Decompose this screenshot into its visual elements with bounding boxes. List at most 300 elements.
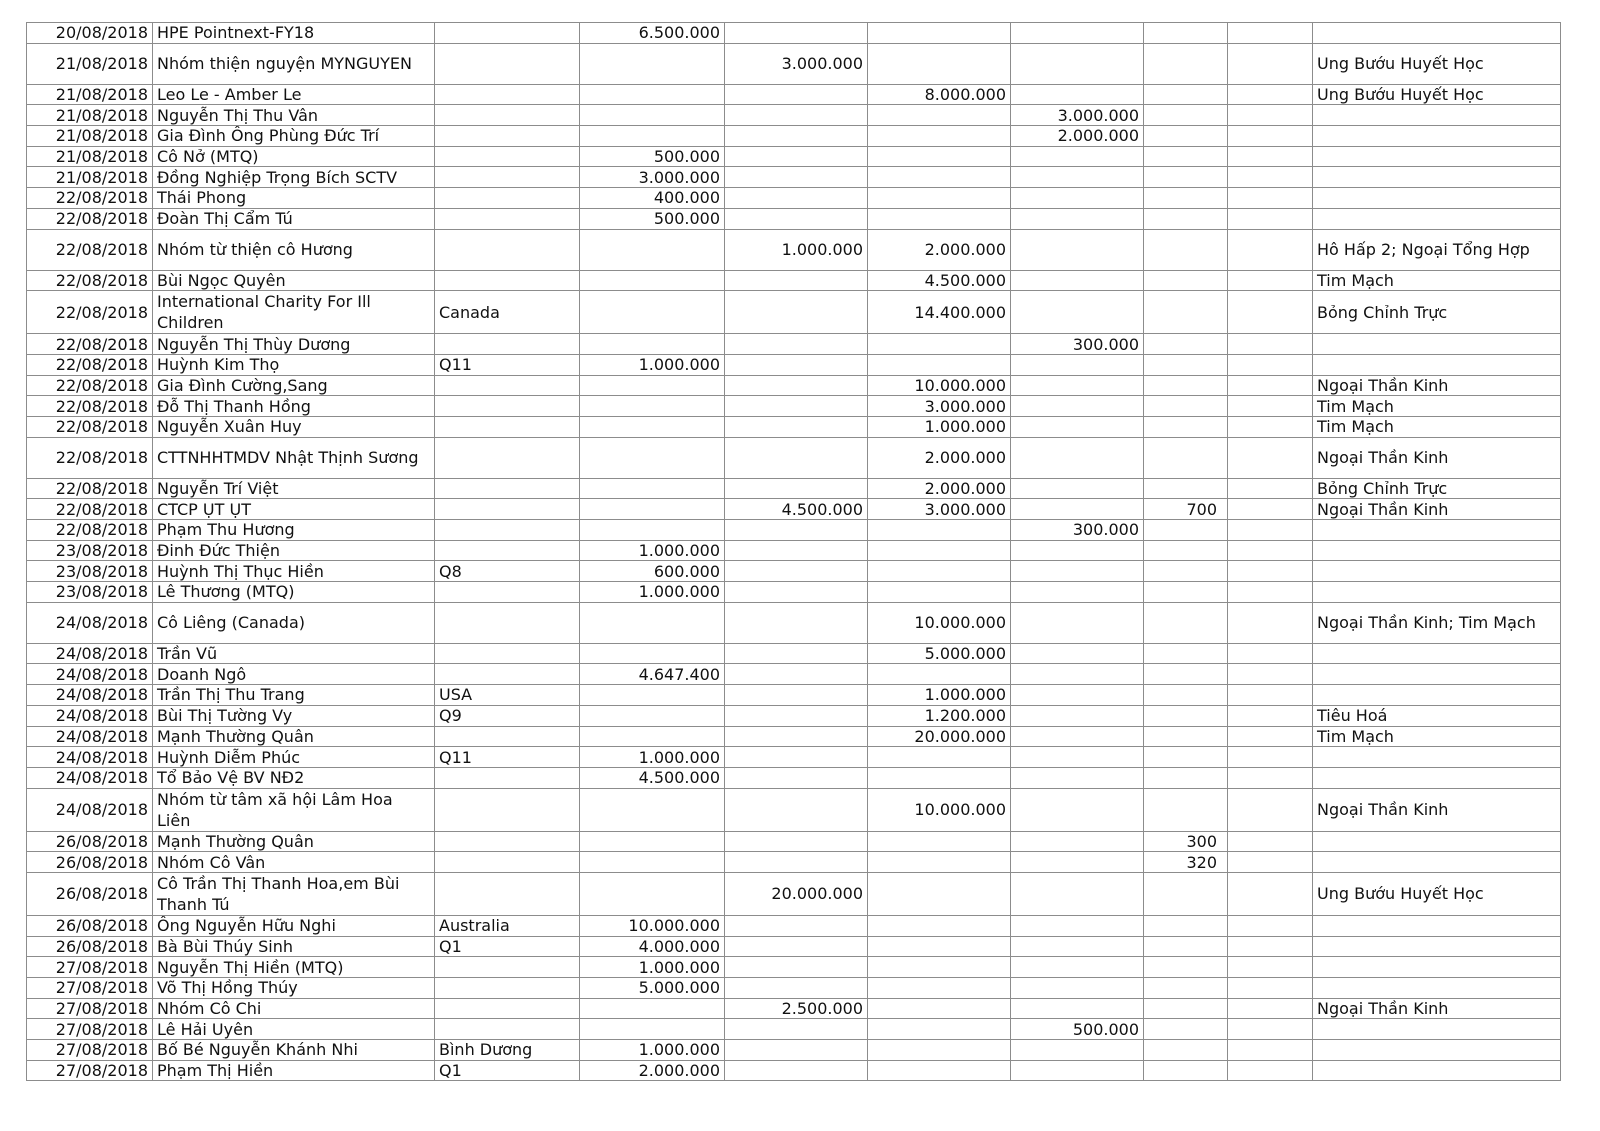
table-row bbox=[27, 936, 1561, 957]
amount-col-5-cell: 700 bbox=[1144, 499, 1228, 520]
table-row bbox=[27, 582, 1561, 603]
department-cell bbox=[1313, 208, 1561, 229]
amount-col-3-cell: 3.000.000 bbox=[868, 499, 1011, 520]
amount-col-1-cell bbox=[580, 998, 725, 1019]
amount-col-3-cell: 3.000.000 bbox=[868, 396, 1011, 417]
date-cell: 22/08/2018 bbox=[27, 334, 153, 355]
table-row bbox=[27, 354, 1561, 375]
donor-name-cell: Nhóm thiện nguyện MYNGUYEN bbox=[153, 43, 435, 84]
amount-col-1-cell bbox=[580, 126, 725, 147]
table-row bbox=[27, 788, 1561, 831]
department-cell bbox=[1313, 540, 1561, 561]
amount-col-3-cell: 4.500.000 bbox=[868, 270, 1011, 291]
table-row bbox=[27, 726, 1561, 747]
amount-col-4-cell bbox=[1011, 416, 1144, 437]
amount-col-1-cell: 3.000.000 bbox=[580, 167, 725, 188]
date-cell: 24/08/2018 bbox=[27, 685, 153, 706]
amount-col-4-cell bbox=[1011, 84, 1144, 105]
amount-col-1-cell: 4.500.000 bbox=[580, 767, 725, 788]
amount-col-5-cell bbox=[1144, 520, 1228, 541]
table-row bbox=[27, 84, 1561, 105]
amount-col-1-cell bbox=[580, 520, 725, 541]
amount-col-3-cell: 1.000.000 bbox=[868, 685, 1011, 706]
location-cell: Canada bbox=[435, 291, 580, 334]
amount-col-5-cell bbox=[1144, 540, 1228, 561]
amount-col-4-cell bbox=[1011, 726, 1144, 747]
amount-col-2-cell bbox=[725, 105, 868, 126]
donor-name-cell: Mạnh Thường Quân bbox=[153, 726, 435, 747]
amount-col-1-cell: 500.000 bbox=[580, 208, 725, 229]
location-cell bbox=[435, 270, 580, 291]
table-row bbox=[27, 188, 1561, 209]
donor-name-cell: CTCP ỤT ỤT bbox=[153, 499, 435, 520]
amount-col-3-cell bbox=[868, 208, 1011, 229]
location-cell bbox=[435, 998, 580, 1019]
amount-col-6-cell bbox=[1228, 478, 1313, 499]
amount-col-1-cell: 600.000 bbox=[580, 561, 725, 582]
donor-name-cell: Nguyễn Xuân Huy bbox=[153, 416, 435, 437]
table-row bbox=[27, 478, 1561, 499]
table-row bbox=[27, 270, 1561, 291]
date-cell: 27/08/2018 bbox=[27, 1040, 153, 1061]
date-cell: 24/08/2018 bbox=[27, 788, 153, 831]
location-cell bbox=[435, 126, 580, 147]
donor-name-cell: Đoàn Thị Cẩm Tú bbox=[153, 208, 435, 229]
donor-name-cell: HPE Pointnext-FY18 bbox=[153, 23, 435, 44]
amount-col-4-cell: 500.000 bbox=[1011, 1019, 1144, 1040]
department-cell: Ung Bướu Huyết Học bbox=[1313, 872, 1561, 915]
table-row bbox=[27, 747, 1561, 768]
amount-col-2-cell bbox=[725, 1019, 868, 1040]
donor-name-cell: Đồng Nghiệp Trọng Bích SCTV bbox=[153, 167, 435, 188]
donor-name-cell: Nhóm Cô Chi bbox=[153, 998, 435, 1019]
amount-col-2-cell: 2.500.000 bbox=[725, 998, 868, 1019]
amount-col-2-cell bbox=[725, 334, 868, 355]
donor-name-cell: Đinh Đức Thiện bbox=[153, 540, 435, 561]
date-cell: 22/08/2018 bbox=[27, 188, 153, 209]
amount-col-6-cell bbox=[1228, 499, 1313, 520]
amount-col-4-cell bbox=[1011, 229, 1144, 270]
date-cell: 23/08/2018 bbox=[27, 540, 153, 561]
amount-col-1-cell bbox=[580, 291, 725, 334]
amount-col-4-cell bbox=[1011, 499, 1144, 520]
amount-col-2-cell bbox=[725, 478, 868, 499]
amount-col-2-cell bbox=[725, 852, 868, 873]
donor-name-cell: Huỳnh Kim Thọ bbox=[153, 354, 435, 375]
location-cell: Q1 bbox=[435, 1060, 580, 1081]
department-cell bbox=[1313, 664, 1561, 685]
amount-col-1-cell bbox=[580, 872, 725, 915]
amount-col-2-cell bbox=[725, 602, 868, 643]
amount-col-4-cell bbox=[1011, 146, 1144, 167]
location-cell: USA bbox=[435, 685, 580, 706]
amount-col-1-cell bbox=[580, 105, 725, 126]
donor-name-cell: Nguyễn Trí Việt bbox=[153, 478, 435, 499]
amount-col-3-cell bbox=[868, 561, 1011, 582]
amount-col-2-cell bbox=[725, 520, 868, 541]
amount-col-1-cell bbox=[580, 831, 725, 852]
date-cell: 24/08/2018 bbox=[27, 602, 153, 643]
department-cell: Ngoại Thần Kinh bbox=[1313, 375, 1561, 396]
amount-col-5-cell bbox=[1144, 582, 1228, 603]
amount-col-3-cell bbox=[868, 520, 1011, 541]
amount-col-3-cell: 10.000.000 bbox=[868, 375, 1011, 396]
amount-col-6-cell bbox=[1228, 726, 1313, 747]
amount-col-4-cell bbox=[1011, 767, 1144, 788]
table-row bbox=[27, 1019, 1561, 1040]
amount-col-4-cell bbox=[1011, 478, 1144, 499]
amount-col-1-cell: 400.000 bbox=[580, 188, 725, 209]
location-cell bbox=[435, 788, 580, 831]
donor-name-cell: Nguyễn Thị Thùy Dương bbox=[153, 334, 435, 355]
location-cell: Q9 bbox=[435, 705, 580, 726]
amount-col-5-cell bbox=[1144, 146, 1228, 167]
department-cell: Ngoại Thần Kinh bbox=[1313, 499, 1561, 520]
amount-col-6-cell bbox=[1228, 375, 1313, 396]
amount-col-6-cell bbox=[1228, 437, 1313, 478]
amount-col-5-cell bbox=[1144, 334, 1228, 355]
amount-col-4-cell bbox=[1011, 852, 1144, 873]
location-cell bbox=[435, 978, 580, 999]
amount-col-5-cell bbox=[1144, 957, 1228, 978]
location-cell bbox=[435, 437, 580, 478]
amount-col-4-cell bbox=[1011, 1060, 1144, 1081]
amount-col-4-cell bbox=[1011, 188, 1144, 209]
department-cell bbox=[1313, 126, 1561, 147]
amount-col-6-cell bbox=[1228, 872, 1313, 915]
amount-col-4-cell bbox=[1011, 270, 1144, 291]
department-cell bbox=[1313, 354, 1561, 375]
location-cell bbox=[435, 540, 580, 561]
amount-col-2-cell: 20.000.000 bbox=[725, 872, 868, 915]
amount-col-5-cell bbox=[1144, 478, 1228, 499]
amount-col-2-cell bbox=[725, 1060, 868, 1081]
table-row bbox=[27, 291, 1561, 334]
amount-col-4-cell bbox=[1011, 643, 1144, 664]
amount-col-6-cell bbox=[1228, 705, 1313, 726]
table-row bbox=[27, 105, 1561, 126]
table-row bbox=[27, 602, 1561, 643]
amount-col-3-cell bbox=[868, 664, 1011, 685]
amount-col-5-cell bbox=[1144, 561, 1228, 582]
department-cell bbox=[1313, 1019, 1561, 1040]
amount-col-5-cell bbox=[1144, 998, 1228, 1019]
donor-name-cell: Cô Liêng (Canada) bbox=[153, 602, 435, 643]
amount-col-2-cell bbox=[725, 208, 868, 229]
table-row bbox=[27, 915, 1561, 936]
date-cell: 24/08/2018 bbox=[27, 705, 153, 726]
amount-col-1-cell bbox=[580, 84, 725, 105]
location-cell bbox=[435, 84, 580, 105]
donor-name-cell: CTTNHHTMDV Nhật Thịnh Sương bbox=[153, 437, 435, 478]
donor-name-cell: Nguyễn Thị Hiền (MTQ) bbox=[153, 957, 435, 978]
donor-name-cell: Mạnh Thường Quân bbox=[153, 831, 435, 852]
department-cell bbox=[1313, 334, 1561, 355]
date-cell: 27/08/2018 bbox=[27, 978, 153, 999]
amount-col-3-cell bbox=[868, 167, 1011, 188]
table-row bbox=[27, 1060, 1561, 1081]
amount-col-2-cell bbox=[725, 396, 868, 417]
amount-col-2-cell bbox=[725, 188, 868, 209]
location-cell bbox=[435, 602, 580, 643]
amount-col-3-cell bbox=[868, 957, 1011, 978]
amount-col-2-cell bbox=[725, 643, 868, 664]
donor-name-cell: Huỳnh Diễm Phúc bbox=[153, 747, 435, 768]
location-cell bbox=[435, 229, 580, 270]
amount-col-5-cell bbox=[1144, 872, 1228, 915]
date-cell: 26/08/2018 bbox=[27, 936, 153, 957]
table-row bbox=[27, 499, 1561, 520]
donor-name-cell: Trần Thị Thu Trang bbox=[153, 685, 435, 706]
amount-col-6-cell bbox=[1228, 643, 1313, 664]
amount-col-5-cell bbox=[1144, 291, 1228, 334]
date-cell: 24/08/2018 bbox=[27, 726, 153, 747]
amount-col-6-cell bbox=[1228, 270, 1313, 291]
date-cell: 26/08/2018 bbox=[27, 831, 153, 852]
amount-col-6-cell bbox=[1228, 105, 1313, 126]
department-cell bbox=[1313, 520, 1561, 541]
amount-col-6-cell bbox=[1228, 978, 1313, 999]
location-cell: Q11 bbox=[435, 354, 580, 375]
amount-col-3-cell: 1.000.000 bbox=[868, 416, 1011, 437]
amount-col-1-cell: 1.000.000 bbox=[580, 1040, 725, 1061]
date-cell: 24/08/2018 bbox=[27, 664, 153, 685]
amount-col-5-cell bbox=[1144, 270, 1228, 291]
location-cell bbox=[435, 831, 580, 852]
table-row bbox=[27, 998, 1561, 1019]
department-cell: Bỏng Chỉnh Trực bbox=[1313, 291, 1561, 334]
donor-name-cell: Bùi Thị Tường Vy bbox=[153, 705, 435, 726]
amount-col-3-cell bbox=[868, 831, 1011, 852]
donor-name-cell: Phạm Thu Hương bbox=[153, 520, 435, 541]
amount-col-3-cell bbox=[868, 1060, 1011, 1081]
department-cell bbox=[1313, 146, 1561, 167]
amount-col-5-cell bbox=[1144, 167, 1228, 188]
location-cell: Q11 bbox=[435, 747, 580, 768]
amount-col-1-cell bbox=[580, 396, 725, 417]
amount-col-5-cell bbox=[1144, 188, 1228, 209]
location-cell: Q1 bbox=[435, 936, 580, 957]
amount-col-4-cell bbox=[1011, 936, 1144, 957]
donor-name-cell: Ông Nguyễn Hữu Nghi bbox=[153, 915, 435, 936]
amount-col-6-cell bbox=[1228, 540, 1313, 561]
amount-col-1-cell: 6.500.000 bbox=[580, 23, 725, 44]
amount-col-1-cell bbox=[580, 229, 725, 270]
donor-name-cell: Nguyễn Thị Thu Vân bbox=[153, 105, 435, 126]
location-cell bbox=[435, 375, 580, 396]
amount-col-2-cell bbox=[725, 375, 868, 396]
amount-col-2-cell: 4.500.000 bbox=[725, 499, 868, 520]
amount-col-2-cell bbox=[725, 146, 868, 167]
amount-col-6-cell bbox=[1228, 1019, 1313, 1040]
amount-col-6-cell bbox=[1228, 747, 1313, 768]
amount-col-3-cell: 2.000.000 bbox=[868, 478, 1011, 499]
table-row bbox=[27, 767, 1561, 788]
amount-col-6-cell bbox=[1228, 998, 1313, 1019]
amount-col-2-cell bbox=[725, 126, 868, 147]
amount-col-2-cell bbox=[725, 978, 868, 999]
amount-col-4-cell bbox=[1011, 788, 1144, 831]
amount-col-6-cell bbox=[1228, 664, 1313, 685]
location-cell bbox=[435, 499, 580, 520]
amount-col-2-cell bbox=[725, 354, 868, 375]
amount-col-6-cell bbox=[1228, 852, 1313, 873]
amount-col-1-cell: 1.000.000 bbox=[580, 957, 725, 978]
location-cell bbox=[435, 208, 580, 229]
table-row bbox=[27, 334, 1561, 355]
date-cell: 27/08/2018 bbox=[27, 957, 153, 978]
donor-name-cell: Lê Thương (MTQ) bbox=[153, 582, 435, 603]
amount-col-6-cell bbox=[1228, 685, 1313, 706]
amount-col-3-cell bbox=[868, 582, 1011, 603]
date-cell: 20/08/2018 bbox=[27, 23, 153, 44]
date-cell: 27/08/2018 bbox=[27, 1060, 153, 1081]
location-cell bbox=[435, 1019, 580, 1040]
date-cell: 22/08/2018 bbox=[27, 437, 153, 478]
amount-col-4-cell: 2.000.000 bbox=[1011, 126, 1144, 147]
amount-col-5-cell bbox=[1144, 43, 1228, 84]
amount-col-4-cell bbox=[1011, 872, 1144, 915]
donor-name-cell: Nhóm từ thiện cô Hương bbox=[153, 229, 435, 270]
department-cell: Hô Hấp 2; Ngoại Tổng Hợp bbox=[1313, 229, 1561, 270]
amount-col-6-cell bbox=[1228, 84, 1313, 105]
department-cell bbox=[1313, 582, 1561, 603]
department-cell bbox=[1313, 561, 1561, 582]
amount-col-4-cell bbox=[1011, 43, 1144, 84]
amount-col-4-cell bbox=[1011, 705, 1144, 726]
amount-col-2-cell bbox=[725, 705, 868, 726]
donor-name-cell: Nhóm từ tâm xã hội Lâm Hoa Liên bbox=[153, 788, 435, 831]
table-row bbox=[27, 23, 1561, 44]
amount-col-5-cell: 320 bbox=[1144, 852, 1228, 873]
amount-col-4-cell: 300.000 bbox=[1011, 334, 1144, 355]
department-cell: Tim Mạch bbox=[1313, 416, 1561, 437]
amount-col-2-cell bbox=[725, 167, 868, 188]
table-row bbox=[27, 520, 1561, 541]
department-cell bbox=[1313, 767, 1561, 788]
amount-col-5-cell bbox=[1144, 705, 1228, 726]
amount-col-4-cell bbox=[1011, 396, 1144, 417]
donor-name-cell: Tổ Bảo Vệ BV NĐ2 bbox=[153, 767, 435, 788]
amount-col-5-cell bbox=[1144, 416, 1228, 437]
location-cell bbox=[435, 520, 580, 541]
department-cell: Ngoại Thần Kinh bbox=[1313, 788, 1561, 831]
table-row bbox=[27, 229, 1561, 270]
table-row bbox=[27, 43, 1561, 84]
amount-col-2-cell bbox=[725, 685, 868, 706]
amount-col-6-cell bbox=[1228, 188, 1313, 209]
date-cell: 24/08/2018 bbox=[27, 747, 153, 768]
amount-col-2-cell bbox=[725, 767, 868, 788]
amount-col-3-cell: 5.000.000 bbox=[868, 643, 1011, 664]
department-cell bbox=[1313, 1040, 1561, 1061]
amount-col-5-cell bbox=[1144, 915, 1228, 936]
amount-col-1-cell: 2.000.000 bbox=[580, 1060, 725, 1081]
department-cell bbox=[1313, 957, 1561, 978]
amount-col-1-cell bbox=[580, 788, 725, 831]
donor-name-cell: Lê Hải Uyên bbox=[153, 1019, 435, 1040]
table-row bbox=[27, 957, 1561, 978]
amount-col-3-cell bbox=[868, 998, 1011, 1019]
table-row bbox=[27, 978, 1561, 999]
amount-col-5-cell bbox=[1144, 936, 1228, 957]
amount-col-4-cell bbox=[1011, 291, 1144, 334]
amount-col-3-cell bbox=[868, 188, 1011, 209]
amount-col-4-cell bbox=[1011, 957, 1144, 978]
department-cell bbox=[1313, 978, 1561, 999]
amount-col-6-cell bbox=[1228, 334, 1313, 355]
amount-col-2-cell bbox=[725, 561, 868, 582]
amount-col-3-cell bbox=[868, 146, 1011, 167]
department-cell: Ngoại Thần Kinh bbox=[1313, 998, 1561, 1019]
location-cell bbox=[435, 167, 580, 188]
table-row bbox=[27, 146, 1561, 167]
location-cell bbox=[435, 478, 580, 499]
amount-col-6-cell bbox=[1228, 229, 1313, 270]
amount-col-3-cell: 1.200.000 bbox=[868, 705, 1011, 726]
table-row bbox=[27, 1040, 1561, 1061]
department-cell bbox=[1313, 915, 1561, 936]
location-cell bbox=[435, 664, 580, 685]
amount-col-4-cell bbox=[1011, 998, 1144, 1019]
amount-col-1-cell bbox=[580, 437, 725, 478]
location-cell bbox=[435, 582, 580, 603]
location-cell bbox=[435, 852, 580, 873]
amount-col-2-cell: 1.000.000 bbox=[725, 229, 868, 270]
amount-col-1-cell bbox=[580, 499, 725, 520]
department-cell bbox=[1313, 852, 1561, 873]
amount-col-5-cell bbox=[1144, 1060, 1228, 1081]
amount-col-1-cell bbox=[580, 602, 725, 643]
amount-col-3-cell: 14.400.000 bbox=[868, 291, 1011, 334]
donor-name-cell: Đỗ Thị Thanh Hồng bbox=[153, 396, 435, 417]
amount-col-4-cell: 3.000.000 bbox=[1011, 105, 1144, 126]
amount-col-3-cell bbox=[868, 334, 1011, 355]
date-cell: 22/08/2018 bbox=[27, 229, 153, 270]
date-cell: 21/08/2018 bbox=[27, 146, 153, 167]
amount-col-4-cell bbox=[1011, 685, 1144, 706]
amount-col-1-cell bbox=[580, 643, 725, 664]
donor-name-cell: Huỳnh Thị Thục Hiền bbox=[153, 561, 435, 582]
department-cell: Ung Bướu Huyết Học bbox=[1313, 84, 1561, 105]
location-cell bbox=[435, 146, 580, 167]
donor-name-cell: Trần Vũ bbox=[153, 643, 435, 664]
donor-name-cell: Nhóm Cô Vân bbox=[153, 852, 435, 873]
amount-col-4-cell bbox=[1011, 582, 1144, 603]
amount-col-1-cell: 500.000 bbox=[580, 146, 725, 167]
amount-col-6-cell bbox=[1228, 291, 1313, 334]
location-cell bbox=[435, 416, 580, 437]
donor-name-cell: Võ Thị Hồng Thúy bbox=[153, 978, 435, 999]
amount-col-1-cell bbox=[580, 852, 725, 873]
amount-col-2-cell bbox=[725, 664, 868, 685]
amount-col-1-cell: 1.000.000 bbox=[580, 747, 725, 768]
donor-name-cell: Gia Đình Cường,Sang bbox=[153, 375, 435, 396]
amount-col-5-cell bbox=[1144, 1040, 1228, 1061]
amount-col-4-cell bbox=[1011, 602, 1144, 643]
date-cell: 21/08/2018 bbox=[27, 126, 153, 147]
amount-col-4-cell bbox=[1011, 375, 1144, 396]
amount-col-4-cell bbox=[1011, 208, 1144, 229]
amount-col-5-cell: 300 bbox=[1144, 831, 1228, 852]
amount-col-3-cell bbox=[868, 43, 1011, 84]
amount-col-2-cell bbox=[725, 540, 868, 561]
table-row bbox=[27, 437, 1561, 478]
amount-col-5-cell bbox=[1144, 375, 1228, 396]
date-cell: 27/08/2018 bbox=[27, 998, 153, 1019]
date-cell: 27/08/2018 bbox=[27, 1019, 153, 1040]
amount-col-4-cell bbox=[1011, 1040, 1144, 1061]
